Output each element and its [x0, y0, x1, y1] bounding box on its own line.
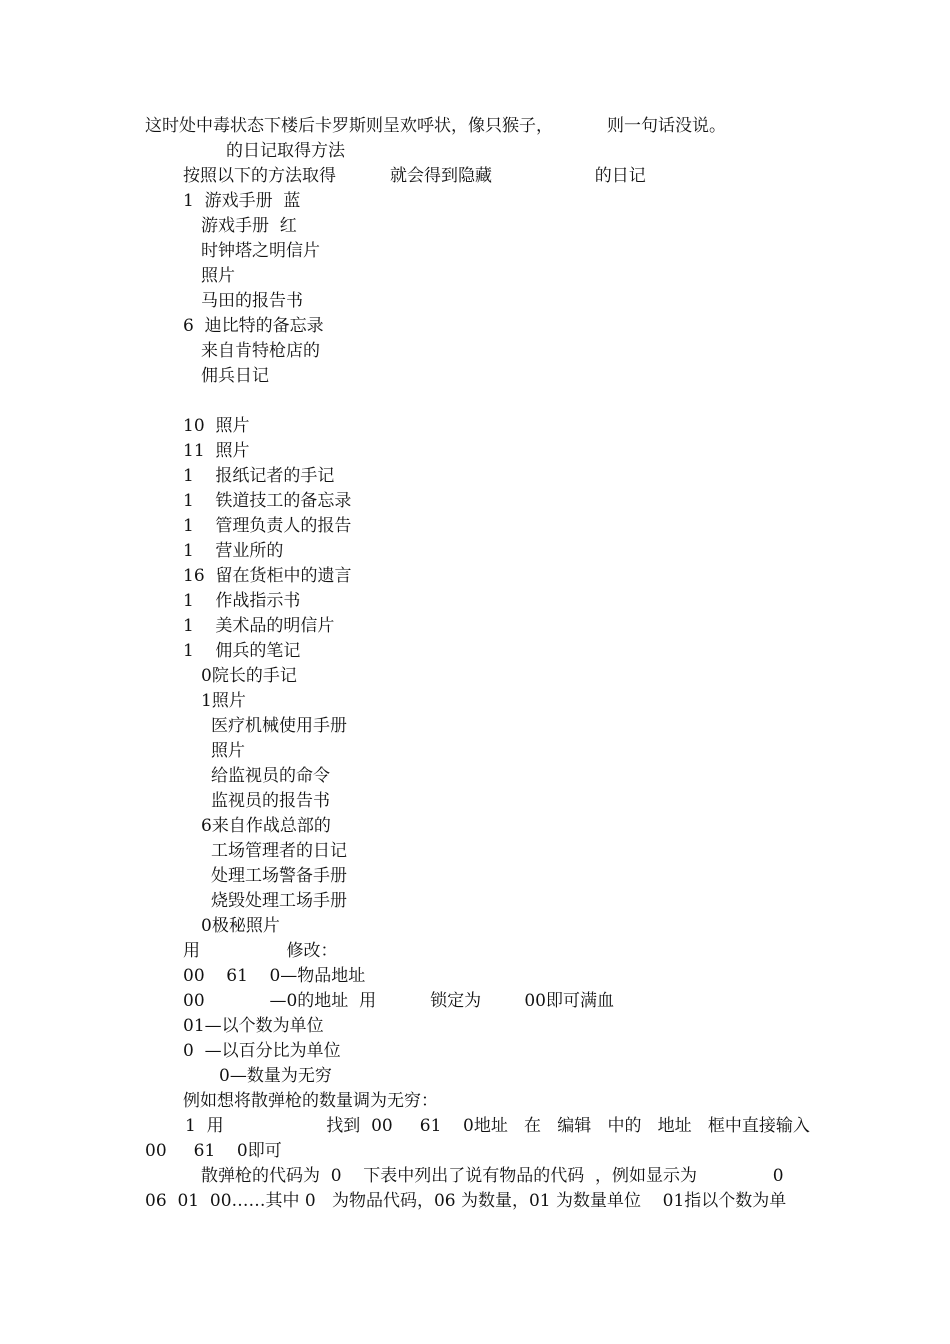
- list-item: 0极秘照片: [201, 916, 280, 936]
- text-line: 散弹枪的代码为 0 下表中列出了说有物品的代码 ，例如显示为 0: [201, 1166, 784, 1186]
- list-item: 烧毁处理工场手册: [211, 891, 347, 911]
- list-item: 16 留在货柜中的遗言: [183, 566, 352, 586]
- list-item: 1 佣兵的笔记: [183, 641, 301, 661]
- text-line: 00 61 0—物品地址: [183, 966, 366, 986]
- text-line: 1 用 找到 00 61 0地址 在 编辑 中的 地址 框中直接输入: [185, 1116, 810, 1136]
- list-item: 0院长的手记: [201, 666, 297, 686]
- list-item: 6来自作战总部的: [201, 816, 331, 836]
- text-line: 例如想将散弹枪的数量调为无穷：: [183, 1091, 438, 1111]
- list-item: 1 美术品的明信片: [183, 616, 335, 636]
- list-item: 照片: [211, 741, 245, 761]
- list-item: 1 游戏手册 蓝: [183, 191, 301, 211]
- list-item: 1 管理负责人的报告: [183, 516, 352, 536]
- text-line: 按照以下的方法取得 就会得到隐藏 的日记: [183, 166, 646, 186]
- list-item: 时钟塔之明信片: [201, 241, 320, 261]
- list-item: 给监视员的命令: [211, 766, 330, 786]
- list-item: 1 营业所的: [183, 541, 284, 561]
- text-line: 0 —以百分比为单位: [183, 1041, 341, 1061]
- text-line: 这时处中毒状态下楼后卡罗斯则呈欢呼状，像只猴子， 则一句话没说。: [145, 116, 727, 136]
- list-item: 照片: [201, 266, 235, 286]
- text-line: 0—数量为无穷: [219, 1066, 332, 1086]
- list-item: 来自肯特枪店的: [201, 341, 320, 361]
- text-line: 00 61 0即可: [145, 1141, 282, 1161]
- list-item: 处理工场警备手册: [211, 866, 347, 886]
- text-line: 01—以个数为单位: [183, 1016, 324, 1036]
- text-line: 06 01 00……其中 0 为物品代码，06 为数量，01 为数量单位 01指以个数为单: [145, 1191, 787, 1211]
- list-item: 工场管理者的日记: [211, 841, 347, 861]
- section-title: 的日记取得方法: [226, 141, 345, 161]
- list-item: 监视员的报告书: [211, 791, 330, 811]
- list-item: 6 迪比特的备忘录: [183, 316, 324, 336]
- list-item: 1 作战指示书: [183, 591, 301, 611]
- list-item: 佣兵日记: [201, 366, 269, 386]
- list-item: 1照片: [201, 691, 246, 711]
- list-item: 医疗机械使用手册: [211, 716, 347, 736]
- list-item: 11 照片: [183, 441, 250, 461]
- list-item: 10 照片: [183, 416, 250, 436]
- text-line: 用 修改：: [183, 941, 338, 961]
- list-item: 1 报纸记者的手记: [183, 466, 335, 486]
- text-line: 00 —0的地址 用 锁定为 00即可满血: [183, 991, 615, 1011]
- list-item: 马田的报告书: [201, 291, 303, 311]
- list-item: 1 铁道技工的备忘录: [183, 491, 352, 511]
- list-item: 游戏手册 红: [201, 216, 297, 236]
